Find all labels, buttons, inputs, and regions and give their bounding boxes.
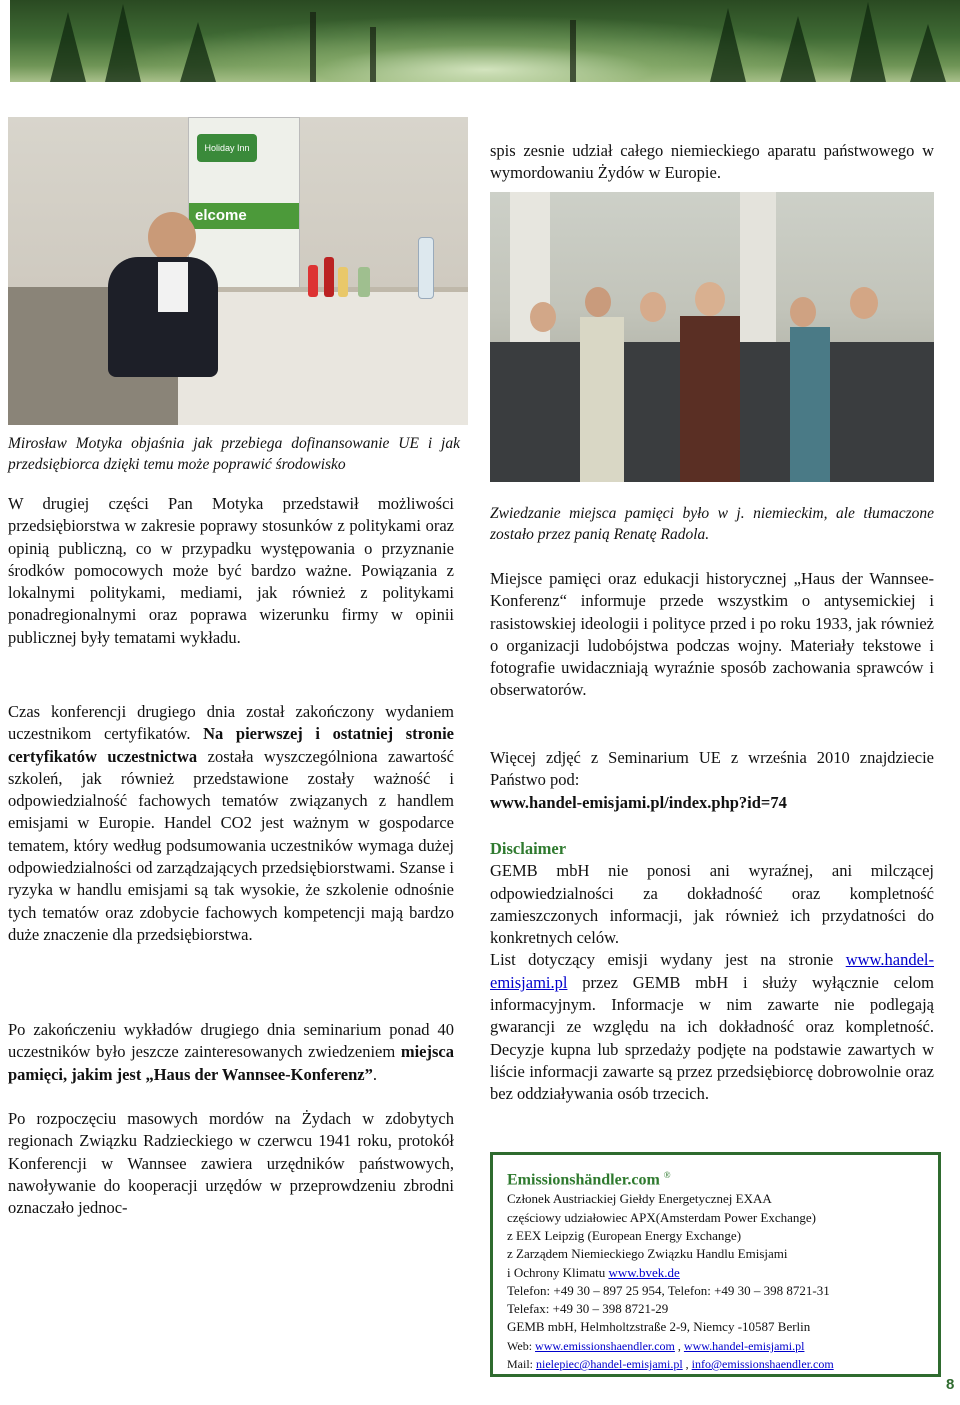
box-line: z Zarządem Niemieckiego Związku Handlu Emisjami (507, 1246, 788, 1262)
left-paragraph-4: Po rozpoczęciu masowych mordów na Żydach w zdobytych regionach Związku Radzieckiego w czerwcu 1941 roku, protokół Konferencji w Wannsee zawiera urzędników państwowych, nawoływanie do kooperacji urzędów w przeprowdzeniu zbrodni oznaczało jednoc- (8, 1109, 454, 1218)
tree-silhouette (180, 22, 216, 82)
text-run: Powiązania z lokalnymi politykami, mediami, jak również z politykami ponadregionalnymi oraz poprawa wizerunku firmy w opinii publicznej były tematami wykładu. (8, 560, 454, 647)
person-jacket-blue (790, 327, 830, 482)
speaker-head (148, 212, 196, 262)
text-run: i Ochrony Klimatu (507, 1264, 609, 1280)
speaker-shirt (158, 262, 188, 312)
table-cloth (178, 292, 468, 425)
left-paragraph-1 (8, 493, 454, 649)
disclaimer-text-1: GEMB mbH nie ponosi ani wyraźnej, ani milczącej odpowiedzialności za dokładność oraz kompletność zamieszczonych informacji, jak również ich przydatności do konkretnych celów. (490, 861, 934, 948)
tree-silhouette (105, 4, 141, 82)
tree-trunk (310, 12, 316, 82)
mail-link-1[interactable]: nielepiec@handel-emisjami.pl (536, 1357, 683, 1371)
registered-mark: ® (663, 1170, 671, 1180)
text-run-bold: miejsca pamięci, jakim jest „Haus der Wannsee-Konferenz” (8, 1042, 454, 1084)
person-head (850, 287, 878, 319)
right-paragraph-1: Miejsce pamięci oraz edukacji historycznej „Haus der Wannsee- Konferenz“ informuje przede wszystkim o antysemickiej i rasistowskiej ideologii i polityce przed i po roku 1933, jak również o organizacji ludobójstwa podczas wojny. Materiały tekstowe i fotografie uwidaczniają wyraźnie sposób zachowania sprawców i obserwatorów. (490, 569, 934, 700)
welcome-sign: elcome (189, 203, 299, 229)
text-run: Mail: (507, 1357, 536, 1371)
water-bottle (418, 237, 434, 299)
left-paragraph-2 (8, 701, 454, 946)
page-number: 8 (946, 1376, 955, 1393)
text-run: W drugiej części Pan Motyka przedstawił możliwości przedsiębiorstwa w zakresie poprawy stosunków z politykami oraz opinią publiczną, co w przypadku występowania o przyznanie środków pomocowych może być bardzo ważne. (8, 494, 454, 580)
text-run: została wyszczególniona zawartość szkoleń, jak również przedstawione zostały ważność i odpowiedzialność fachowych tematów związanych z handlem emisjami w Europie. Handel CO2 jest ważnym w gospodarce tematem, który według podsumowania uczestników wymaga dużej odpowiedzialności od zarządzających przedsiębiorstwami. Szanse i ryzyka w handlu emisjami są tak wysokie, że szkolenie odnośnie tych tematów oraz zdobycie fachowych kompetencji mają bardzo duże znaczenie dla przedsiębiorstwa. (8, 746, 454, 944)
photo1-caption: Mirosław Motyka objaśnia jak przebiega dofinansowanie UE i jak przedsiębiorca dzięki temu może poprawić środowisko (8, 435, 460, 473)
text-run: , (682, 1357, 692, 1371)
holiday-inn-logo: Holiday Inn (197, 134, 257, 162)
gallery-link[interactable]: www.handel-emisjami.pl/index.php?id=74 (490, 792, 787, 812)
tree-silhouette (910, 24, 946, 82)
tree-trunk (570, 20, 576, 82)
text-run-bold: Na pierwszej i ostatniej stronie certyfikatów uczestnictwa (8, 724, 455, 766)
text-run: Więcej zdjęć z Seminarium UE z września 2010 znajdziecie Państwo pod: (490, 748, 934, 790)
contact-box (490, 1152, 941, 1377)
person-jacket-dark (680, 316, 740, 482)
text-run: Po zakończeniu wykładów drugiego dnia seminarium ponad 40 uczestników było jeszcze zainteresowanych zwiedzeniem (8, 1020, 454, 1062)
handel-emisjami-link[interactable]: www.handel-emisjami.pl (490, 950, 934, 992)
left-paragraph-3 (8, 1019, 454, 1086)
box-line: z EEX Leipzig (European Energy Exchange) (507, 1227, 742, 1243)
group-tour-photo (490, 192, 934, 482)
header-forest-banner (10, 0, 960, 82)
person-head (640, 292, 666, 322)
glass (358, 267, 370, 297)
box-address: GEMB mbH, Helmholtzstraße 2-9, Niemcy -10587 Berlin (507, 1319, 811, 1335)
text-run: . (372, 1064, 377, 1084)
bottle (308, 265, 318, 297)
person-jacket-light (580, 317, 624, 482)
company-name: Emissionshändler.com (507, 1171, 660, 1189)
right-paragraph-2 (490, 747, 934, 814)
box-mail (507, 1355, 924, 1373)
disclaimer-title: Disclaimer (490, 839, 567, 858)
tree-silhouette (780, 16, 816, 82)
speaker-photo (8, 117, 468, 425)
tree-silhouette (710, 8, 746, 82)
text-run: List dotyczący emisji wydany jest na stronie (490, 950, 846, 970)
bottle (324, 257, 334, 297)
text-run: Web: (507, 1338, 536, 1353)
person-head (530, 302, 556, 332)
box-phone: Telefon: +49 30 – 897 25 954, Telefon: +49 30 – 398 8721-31 (507, 1282, 830, 1298)
web-link-1[interactable]: www.emissionshaendler.com (535, 1338, 675, 1353)
right-top-text: spis zesnie udział całego niemieckiego aparatu państwowego w wymordowaniu Żydów w Europie. (490, 141, 934, 183)
photo2-caption: Zwiedzanie miejsca pamięci było w j. niemieckim, ale tłumaczone zostało przez panią Renatę Radola. (490, 505, 934, 543)
person-head (695, 282, 725, 316)
disclaimer-section (490, 838, 934, 1106)
person-head (790, 297, 816, 327)
web-link-2[interactable]: www.handel-emisjami.pl (683, 1338, 805, 1353)
box-fax: Telefax: +49 30 – 398 8721-29 (507, 1301, 669, 1317)
box-web (507, 1337, 924, 1355)
tree-silhouette (850, 2, 886, 82)
glass (338, 267, 348, 297)
bvek-link[interactable]: www.bvek.de (608, 1264, 680, 1280)
text-run: przez GEMB mbH i służy wyłącznie celom informacyjnym. Informacje w nim zawarte nie podlegają gwarancji ze względu na ich dokładność oraz kompletność. Decyzje kupna lub sprzedaży podjęte na podstawie zawartych w liście informacji zawarte są przez przedsiębiorcę dobrowolnie oraz bez oddziaływania osób trzecich. (490, 972, 934, 1104)
tree-silhouette (50, 12, 86, 82)
mail-link-2[interactable]: info@emissionshaendler.com (691, 1357, 834, 1371)
person-head (585, 287, 611, 317)
tree-trunk (370, 27, 376, 82)
box-title (507, 1165, 924, 1190)
box-line: Członek Austriackiej Giełdy Energetycznej EXAA (507, 1191, 772, 1207)
text-run: , (674, 1338, 684, 1353)
box-line (507, 1264, 924, 1282)
text-run: Czas konferencji drugiego dnia został zakończony wydaniem uczestnikom certyfikatów. (8, 702, 454, 744)
box-line: częściowy udziałowiec APX(Amsterdam Power Exchange) (507, 1209, 817, 1225)
